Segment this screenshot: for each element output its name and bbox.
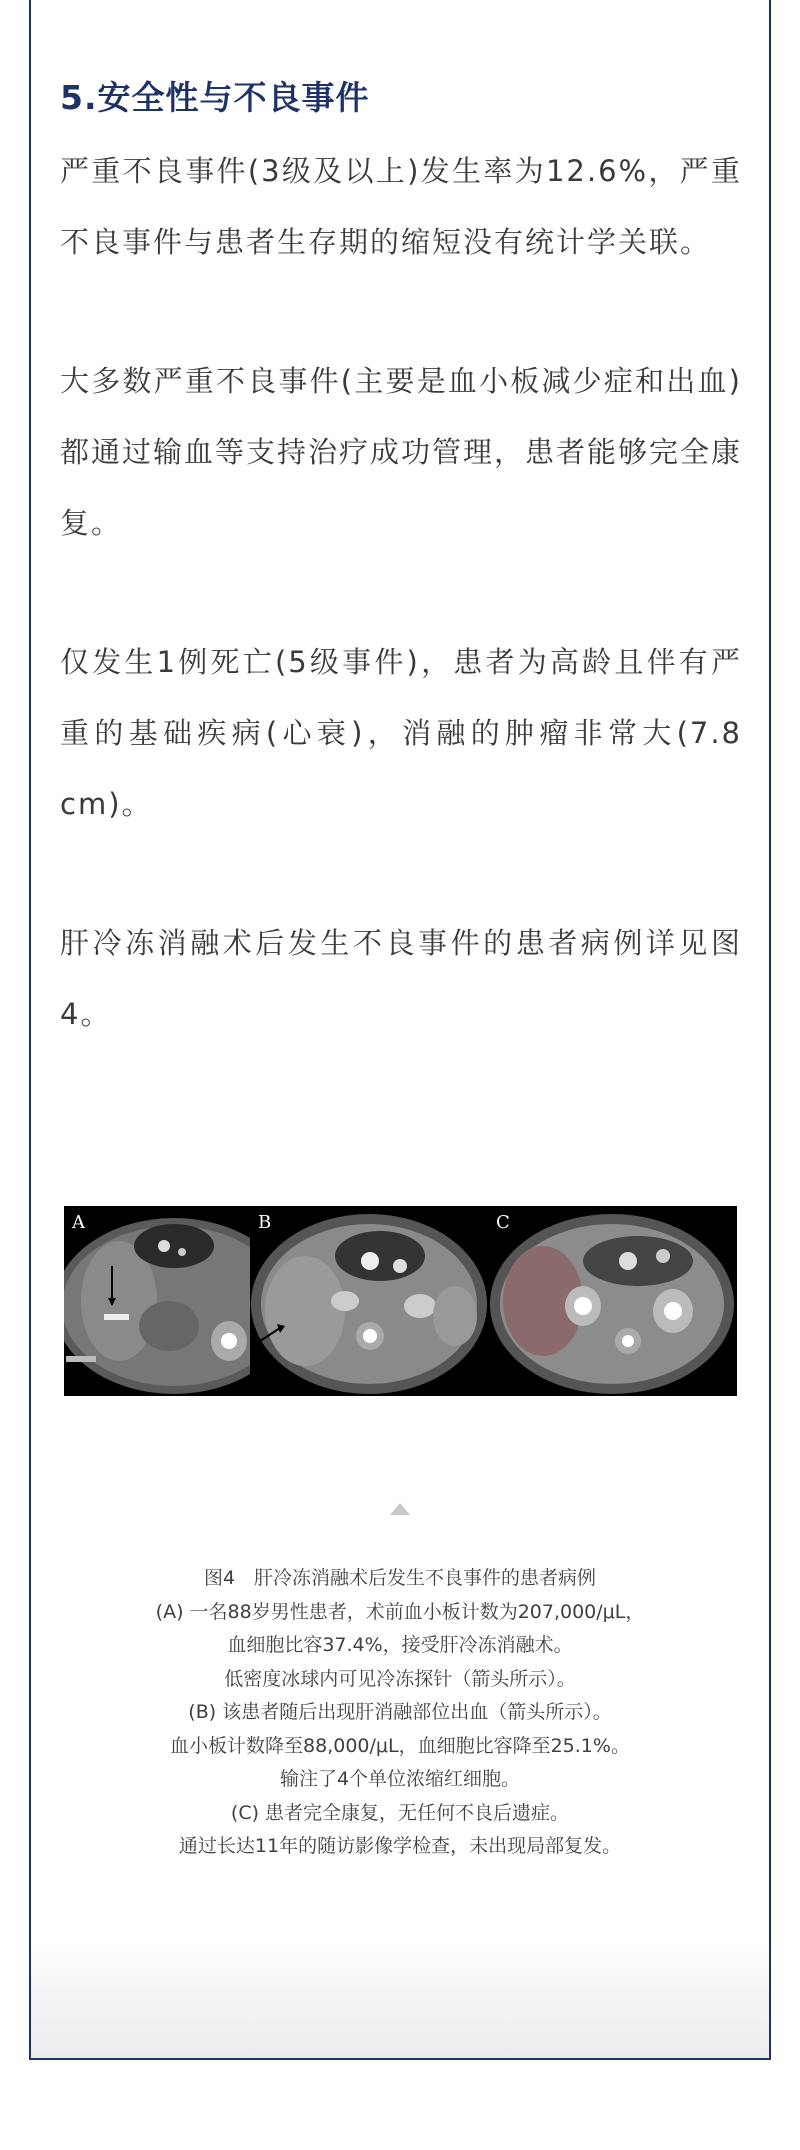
figure-caption <box>60 1562 740 1864</box>
caption-line: (A) 一名88岁男性患者，术前血小板计数为207,000/μL， <box>155 1600 645 1623</box>
caption-line: (C) 患者完全康复，无任何不良后遗症。 <box>230 1801 570 1824</box>
caption-line: 低密度冰球内可见冷冻探针（箭头所示）。 <box>224 1667 576 1690</box>
panel-label-b: B <box>258 1212 272 1233</box>
paragraph-death-case: 仅发生1例死亡(5级事件)，患者为高龄且伴有严重的基础疾病(心衰)，消融的肿瘤非常大(7.8 cm)。 <box>60 645 742 821</box>
ct-panel-b <box>250 1206 488 1396</box>
caption-line: (B) 该患者随后出现肝消融部位出血（箭头所示）。 <box>188 1701 612 1723</box>
caption-line: 血小板计数降至88,000/μL，血细胞比容降至25.1%。 <box>170 1734 630 1757</box>
caption-line: 血细胞比容37.4%，接受肝冷冻消融术。 <box>227 1634 573 1656</box>
paragraph-supportive-care: 大多数严重不良事件(主要是血小板减少症和出血)都通过输血等支持治疗成功管理，患者能够完全康复。 <box>60 364 743 540</box>
ct-scan-figure <box>64 1206 737 1396</box>
paragraph-adverse-events-rate: 严重不良事件(3级及以上)发生率为12.6%，严重不良事件与患者生存期的缩短没有统计学关联。 <box>60 154 742 259</box>
triangle-up-icon <box>390 1503 410 1515</box>
caption-title: 图4 肝冷冻消融术后发生不良事件的患者病例 <box>203 1567 597 1589</box>
paragraph-figure-reference: 肝冷冻消融术后发生不良事件的患者病例详见图4。 <box>60 926 742 1031</box>
ct-panel-a <box>64 1206 250 1396</box>
ct-panel-c <box>488 1206 737 1396</box>
panel-label-a: A <box>72 1212 85 1233</box>
panel-label-c: C <box>496 1212 510 1233</box>
caption-line: 通过长达11年的随访影像学检查，未出现局部复发。 <box>178 1835 622 1857</box>
section-heading: 5.安全性与不良事件 <box>60 78 370 117</box>
caption-line: 输注了4个单位浓缩红细胞。 <box>279 1768 521 1790</box>
